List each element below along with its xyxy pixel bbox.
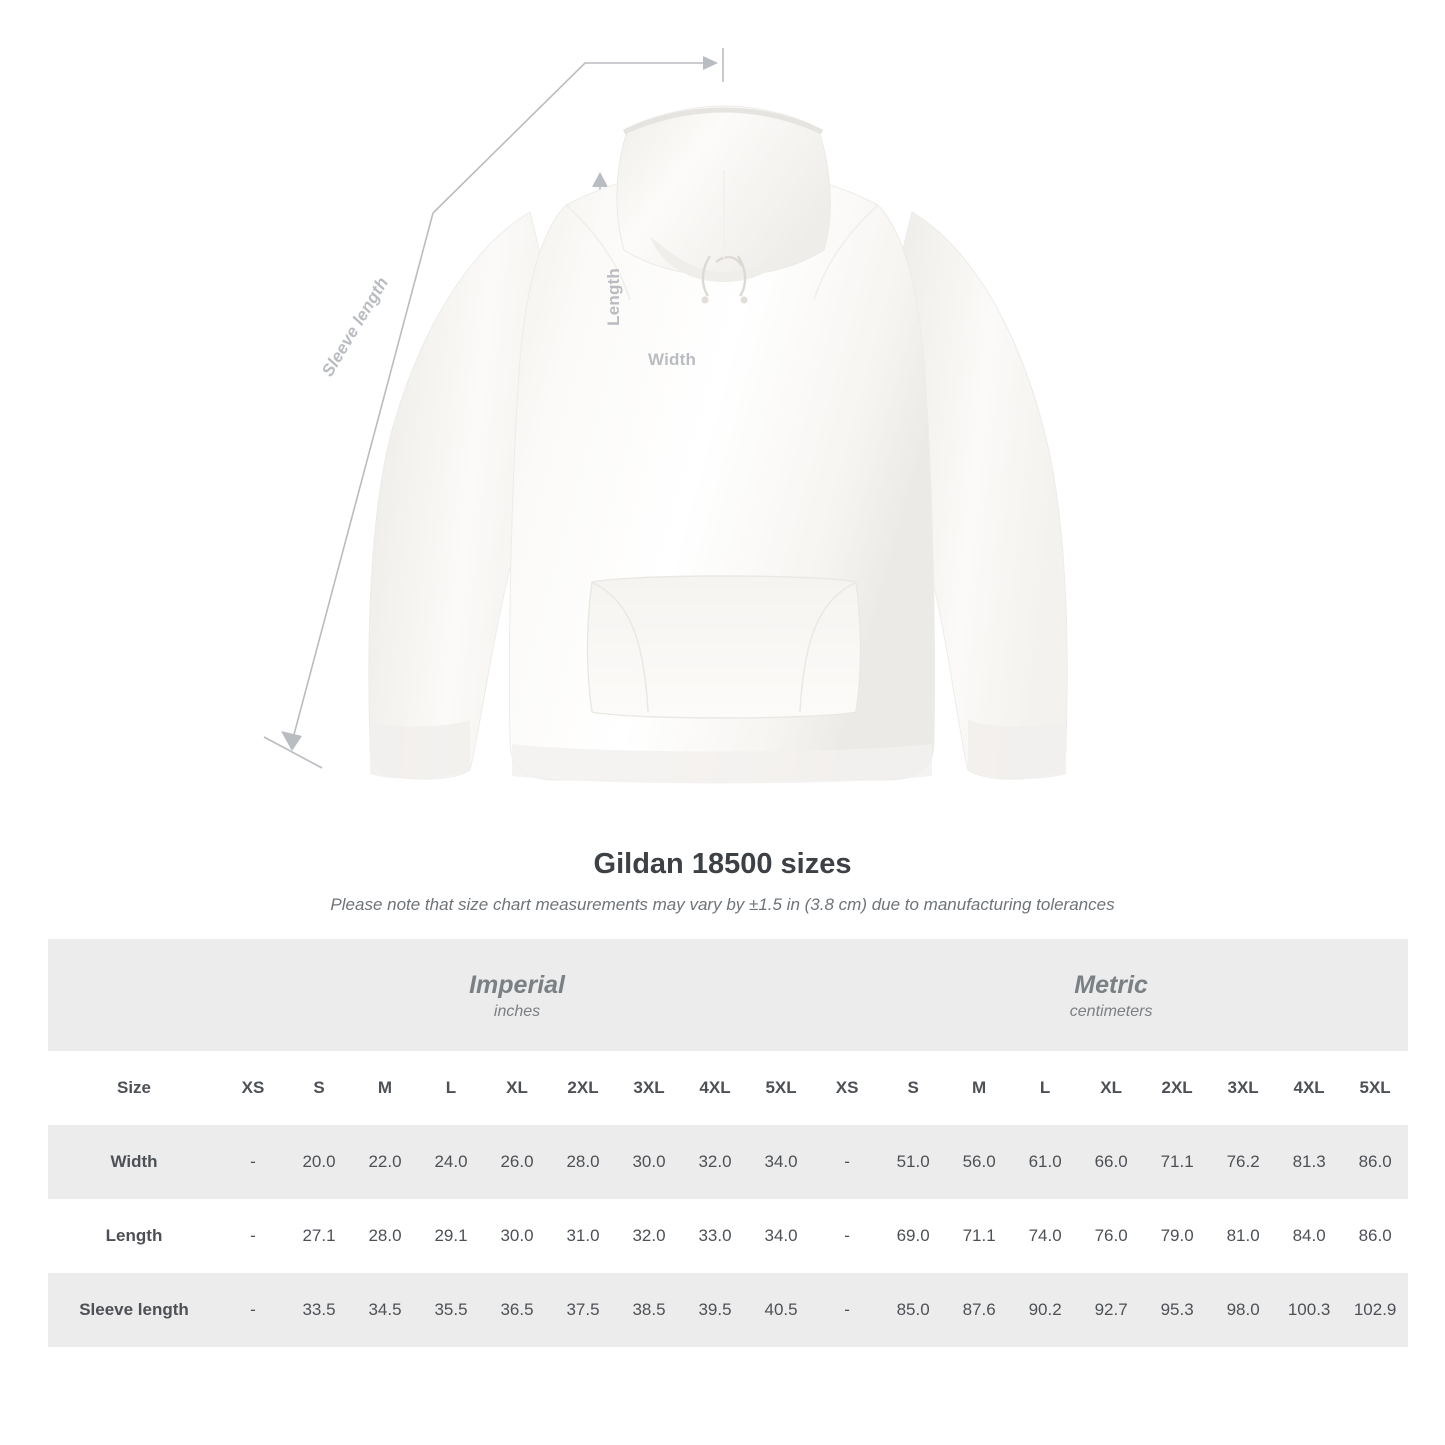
sleeve-metric-xs: -: [814, 1273, 880, 1347]
length-metric-s: 69.0: [880, 1199, 946, 1273]
tolerance-note: Please note that size chart measurements may vary by ±1.5 in (3.8 cm) due to manufacturing tolerances: [330, 895, 1115, 914]
length-imperial-xs: -: [220, 1199, 286, 1273]
size-header-metric-4xl: 4XL: [1276, 1051, 1342, 1125]
size-header-imperial-s: S: [286, 1051, 352, 1125]
table-row: [48, 1125, 1408, 1199]
width-metric-l: 61.0: [1012, 1125, 1078, 1199]
width-metric-xl: 66.0: [1078, 1125, 1144, 1199]
width-imperial-3xl: 30.0: [616, 1125, 682, 1199]
width-imperial-xs: -: [220, 1125, 286, 1199]
size-table: [48, 939, 1408, 1347]
size-header-imperial-5xl: 5XL: [748, 1051, 814, 1125]
sleeve-imperial-xl: 36.5: [484, 1273, 550, 1347]
length-imperial-m: 28.0: [352, 1199, 418, 1273]
imperial-unit-name: Imperial: [469, 971, 565, 1000]
size-header-metric-3xl: 3XL: [1210, 1051, 1276, 1125]
width-metric-m: 56.0: [946, 1125, 1012, 1199]
sleeve-length-dimension-label: Sleeve length: [318, 273, 393, 380]
length-metric-l: 74.0: [1012, 1199, 1078, 1273]
sleeve-metric-l: 90.2: [1012, 1273, 1078, 1347]
sleeve-metric-m: 87.6: [946, 1273, 1012, 1347]
length-metric-3xl: 81.0: [1210, 1199, 1276, 1273]
length-imperial-s: 27.1: [286, 1199, 352, 1273]
size-header-imperial-l: L: [418, 1051, 484, 1125]
size-header-label: Size: [48, 1051, 220, 1125]
size-header-metric-2xl: 2XL: [1144, 1051, 1210, 1125]
row-label-width: Width: [48, 1125, 220, 1199]
width-dimension-label: Width: [648, 350, 697, 369]
size-header-imperial-3xl: 3XL: [616, 1051, 682, 1125]
length-dimension-label: Length: [604, 268, 623, 326]
sleeve-metric-s: 85.0: [880, 1273, 946, 1347]
size-header-metric-xl: XL: [1078, 1051, 1144, 1125]
sleeve-imperial-2xl: 37.5: [550, 1273, 616, 1347]
length-metric-5xl: 86.0: [1342, 1199, 1408, 1273]
sleeve-imperial-m: 34.5: [352, 1273, 418, 1347]
length-imperial-5xl: 34.0: [748, 1199, 814, 1273]
width-imperial-5xl: 34.0: [748, 1125, 814, 1199]
length-imperial-xl: 30.0: [484, 1199, 550, 1273]
size-header-metric-m: M: [946, 1051, 1012, 1125]
length-imperial-l: 29.1: [418, 1199, 484, 1273]
length-metric-4xl: 84.0: [1276, 1199, 1342, 1273]
row-label-sleeve-length: Sleeve length: [48, 1273, 220, 1347]
size-header-imperial-m: M: [352, 1051, 418, 1125]
sleeve-imperial-3xl: 38.5: [616, 1273, 682, 1347]
size-table-wrap: [0, 939, 1445, 1347]
metric-unit-name: Metric: [1074, 971, 1148, 1000]
length-imperial-4xl: 33.0: [682, 1199, 748, 1273]
width-imperial-4xl: 32.0: [682, 1125, 748, 1199]
width-imperial-m: 22.0: [352, 1125, 418, 1199]
metric-unit-header: [814, 939, 1408, 1051]
width-imperial-l: 24.0: [418, 1125, 484, 1199]
width-imperial-s: 20.0: [286, 1125, 352, 1199]
size-header-imperial-xl: XL: [484, 1051, 550, 1125]
row-label-length: Length: [48, 1199, 220, 1273]
size-header-metric-l: L: [1012, 1051, 1078, 1125]
width-metric-2xl: 71.1: [1144, 1125, 1210, 1199]
unit-header-row: [48, 939, 1408, 1051]
title-block: [0, 848, 1445, 915]
length-imperial-2xl: 31.0: [550, 1199, 616, 1273]
length-metric-m: 71.1: [946, 1199, 1012, 1273]
width-imperial-2xl: 28.0: [550, 1125, 616, 1199]
length-metric-xl: 76.0: [1078, 1199, 1144, 1273]
length-metric-xs: -: [814, 1199, 880, 1273]
sleeve-imperial-l: 35.5: [418, 1273, 484, 1347]
size-header-metric-xs: XS: [814, 1051, 880, 1125]
imperial-unit-sub: inches: [493, 1002, 541, 1020]
length-imperial-3xl: 32.0: [616, 1199, 682, 1273]
size-header-imperial-xs: XS: [220, 1051, 286, 1125]
sleeve-metric-xl: 92.7: [1078, 1273, 1144, 1347]
sleeve-imperial-5xl: 40.5: [748, 1273, 814, 1347]
sleeve-imperial-4xl: 39.5: [682, 1273, 748, 1347]
imperial-unit-header: [220, 939, 814, 1051]
sleeve-imperial-s: 33.5: [286, 1273, 352, 1347]
length-metric-2xl: 79.0: [1144, 1199, 1210, 1273]
size-header-imperial-4xl: 4XL: [682, 1051, 748, 1125]
sleeve-metric-3xl: 98.0: [1210, 1273, 1276, 1347]
size-header-imperial-2xl: 2XL: [550, 1051, 616, 1125]
sleeve-metric-5xl: 102.9: [1342, 1273, 1408, 1347]
sleeve-metric-2xl: 95.3: [1144, 1273, 1210, 1347]
unit-header-spacer: [48, 939, 220, 1051]
width-metric-xs: -: [814, 1125, 880, 1199]
size-header-metric-s: S: [880, 1051, 946, 1125]
sleeve-metric-4xl: 100.3: [1276, 1273, 1342, 1347]
width-metric-s: 51.0: [880, 1125, 946, 1199]
width-metric-5xl: 86.0: [1342, 1125, 1408, 1199]
width-metric-3xl: 76.2: [1210, 1125, 1276, 1199]
size-header-metric-5xl: 5XL: [1342, 1051, 1408, 1125]
table-row: [48, 1273, 1408, 1347]
table-row: [48, 1199, 1408, 1273]
size-header-row: [48, 1051, 1408, 1125]
sleeve-imperial-xs: -: [220, 1273, 286, 1347]
width-imperial-xl: 26.0: [484, 1125, 550, 1199]
hoodie-shape: [369, 106, 1067, 784]
page-title: Gildan 18500 sizes: [593, 848, 852, 880]
width-metric-4xl: 81.3: [1276, 1125, 1342, 1199]
metric-unit-sub: centimeters: [1069, 1002, 1153, 1020]
